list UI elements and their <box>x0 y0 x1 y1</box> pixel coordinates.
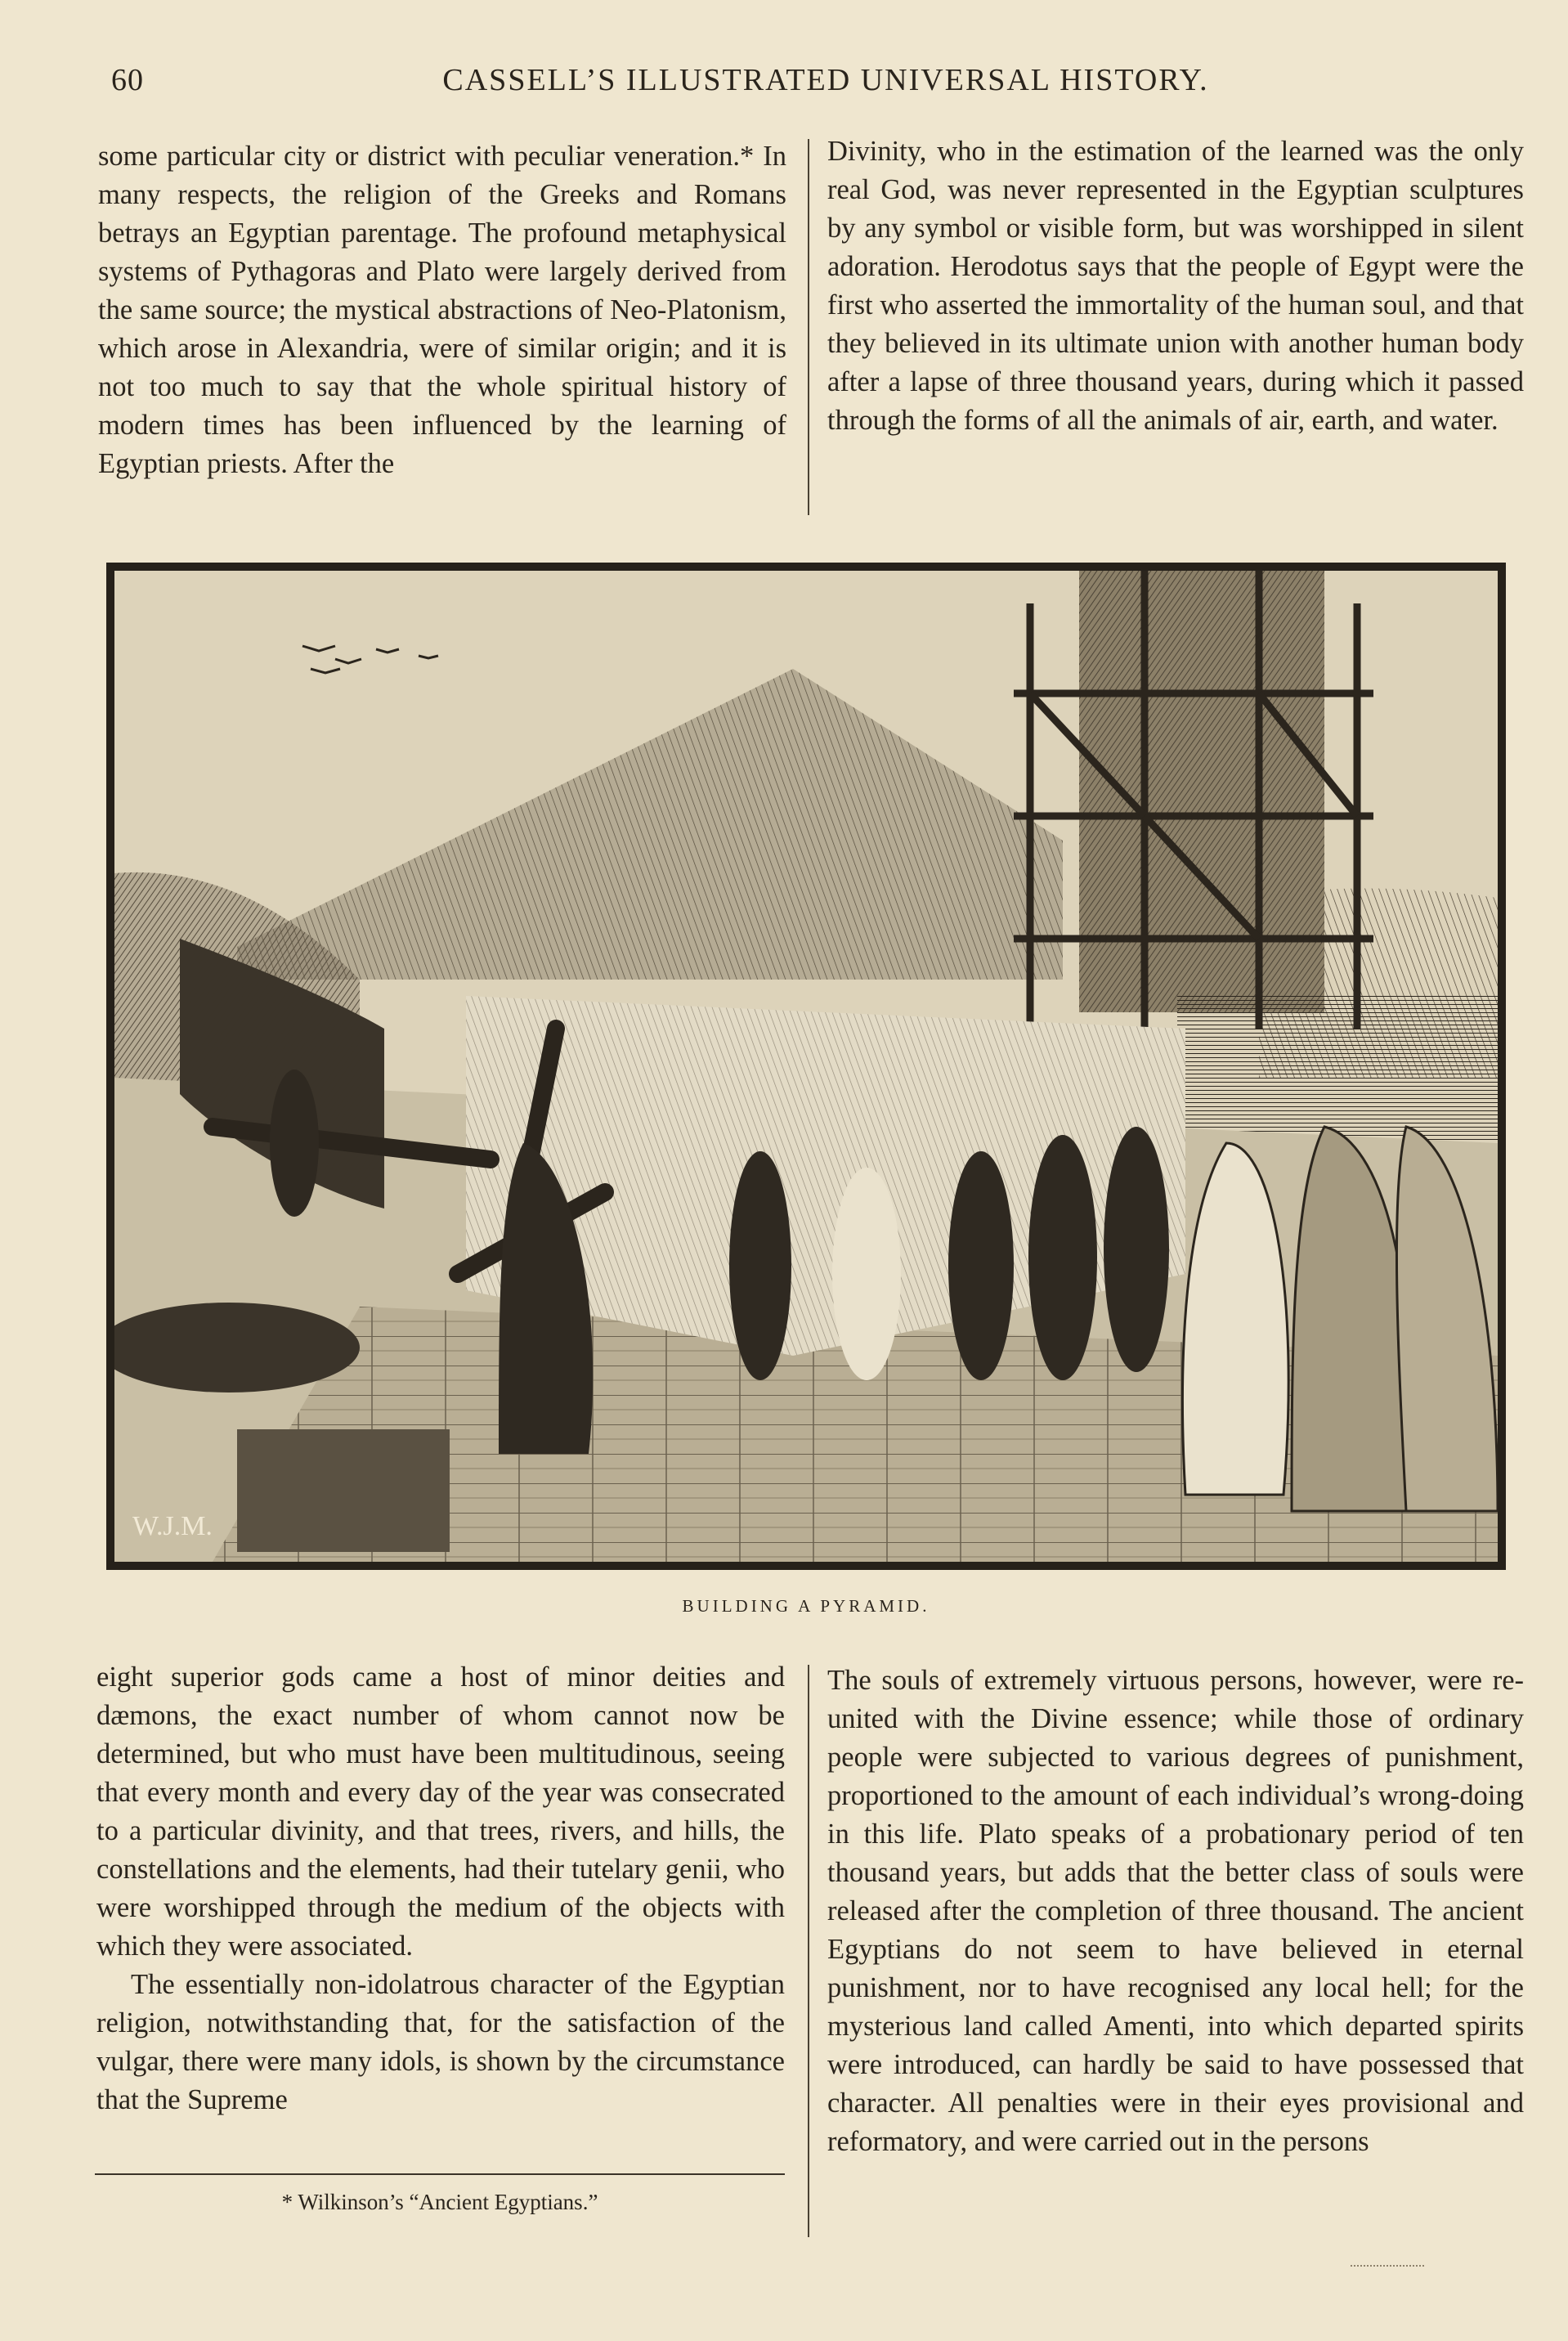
page-number: 60 <box>111 63 144 97</box>
artist-signature: W.J.M. <box>132 1511 213 1541</box>
column-bottom-right <box>827 1662 1524 2161</box>
engraving-svg <box>114 571 1498 1562</box>
paragraph: The souls of extremely virtuous persons, however, were re-united with the Divine essence; while those of ordinary people were subjected to various degrees of punishment, proportioned to the amount of each individual’s wrong-doing in this life. Plato speaks of a probationary period of ten thousand years, but adds that the better class of souls were released after the completion of three thousand. The ancient Egyptians do not seem to have believed in eternal punishment, nor to have recognised any local hell; for the mysterious land called Amenti, into which departed spirits were introduced, can hardly be said to have possessed that character. All penalties were in their eyes provisional and reformatory, and were carried out in the persons <box>827 1665 1524 2157</box>
column-bottom-left <box>96 1658 785 2119</box>
figure-caption: BUILDING A PYRAMID. <box>682 1596 930 1616</box>
paragraph: Divinity, who in the estimation of the learned was the only real God, was never represented in the Egyptian sculptures by any symbol or visible form, but was worshipped in silent adoration. Herodotus says that the people of Egypt were the first who asserted the immortality of the human soul, and that they believed in its ultimate union with another human body after a lapse of three thousand years, during which it passed through the forms of all the animals of air, earth, and water. <box>827 136 1524 436</box>
ink-speck <box>1351 2265 1424 2269</box>
paragraph: The essentially non-idolatrous character of the Egyptian religion, notwithstanding that, for the satisfaction of the vulgar, there were many idols, is shown by the circumstance that the Supreme <box>96 1969 785 2115</box>
illustration-building-a-pyramid <box>106 563 1506 1570</box>
column-divider-bottom <box>808 1665 809 2237</box>
rubble-block <box>237 1429 450 1552</box>
paragraph: some particular city or district with peculiar veneration.* In many respects, the religion of the Greeks and Romans betrays an Egyptian parentage. The profound metaphysical systems of Pythagoras and Plato were largely derived from the same source; the mystical abstractions of Neo-Platonism, which arose in Alexandria, were of similar origin; and it is not too much to say that the whole spiritual history of modern times has been influenced by the learning of Egyptian priests. After the <box>98 141 786 479</box>
column-divider-top <box>808 139 809 515</box>
paragraph: eight superior gods came a host of minor deities and dæmons, the exact number of whom cannot now be determined, but who must have been multitudinous, seeing that every month and every day of the year was consecrated to a particular divinity, and that trees, rivers, and hills, the constellations and the elements, had their tutelary genii, who were worshipped through the medium of the objects with which they were associated. <box>96 1662 785 1962</box>
running-head: CASSELL’S ILLUSTRATED UNIVERSAL HISTORY. <box>442 63 1209 97</box>
footnote-rule <box>95 2173 785 2175</box>
column-top-left <box>98 137 786 483</box>
footnote: * Wilkinson’s “Ancient Egyptians.” <box>281 2190 598 2214</box>
column-top-right <box>827 132 1524 440</box>
priests <box>1183 1127 1498 1511</box>
